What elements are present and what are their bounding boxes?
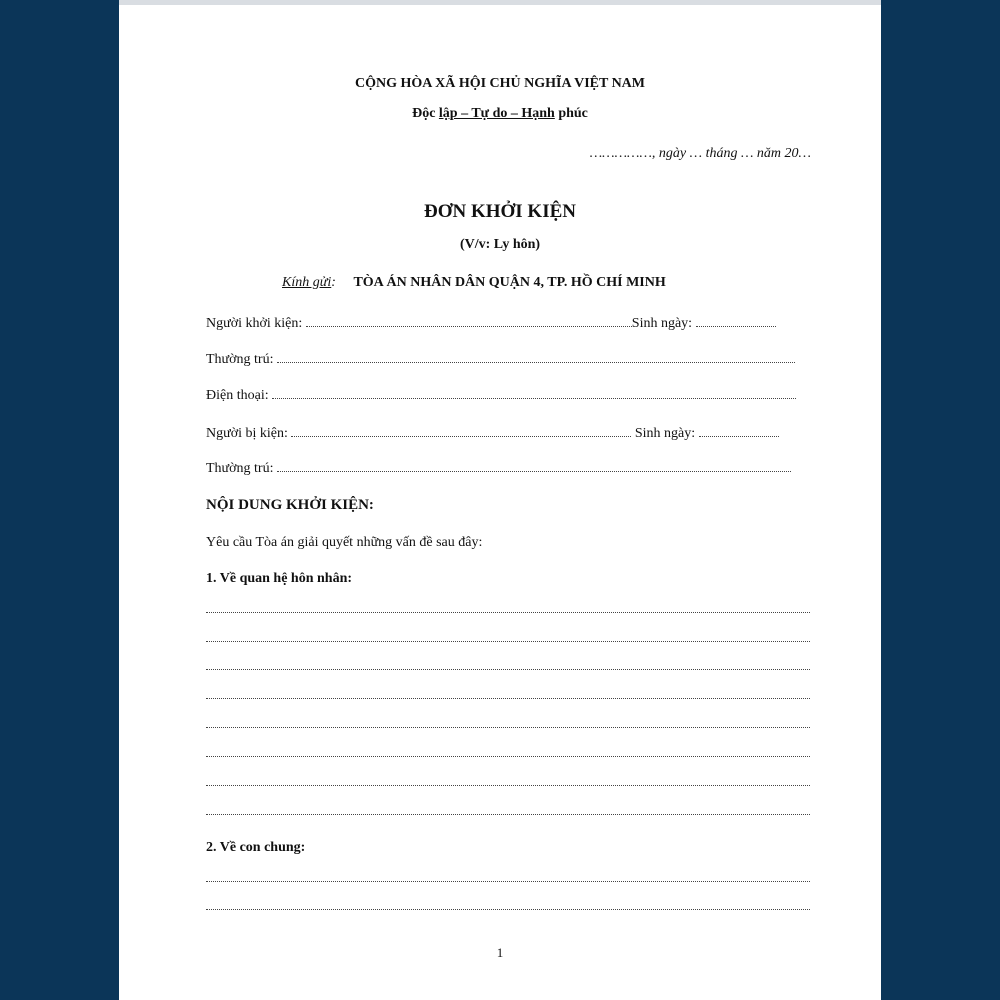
content-heading: NỘI DUNG KHỞI KIỆN: xyxy=(206,497,374,513)
section-2-line[interactable] xyxy=(206,881,810,882)
defendant-dob-field[interactable] xyxy=(699,424,779,437)
recipient-value: TÒA ÁN NHÂN DÂN QUẬN 4, TP. HỒ CHÍ MINH xyxy=(353,275,666,290)
section-2-line[interactable] xyxy=(206,909,810,910)
document-title: ĐƠN KHỞI KIỆN xyxy=(423,201,577,222)
date-line: ……………, ngày … tháng … năm 20… xyxy=(589,146,811,161)
section-2-heading: 2. Về con chung: xyxy=(206,840,306,855)
section-1-line[interactable] xyxy=(206,641,810,642)
plaintiff-row xyxy=(206,314,810,332)
national-header: CỘNG HÒA XÃ HỘI CHỦ NGHĨA VIỆT NAM xyxy=(354,76,645,91)
phone-label: Điện thoại: xyxy=(206,388,273,403)
defendant-label: Người bị kiện: xyxy=(206,426,292,441)
page-number: 1 xyxy=(496,945,504,960)
section-1-line[interactable] xyxy=(206,698,810,699)
recipient-line xyxy=(282,275,666,291)
section-1-line[interactable] xyxy=(206,727,810,728)
plaintiff-residence-row xyxy=(206,350,810,368)
content-intro: Yêu cầu Tòa án giải quyết những vấn đề sau đây: xyxy=(206,535,483,550)
motto-suffix: phúc xyxy=(554,106,588,121)
defendant-row xyxy=(206,424,810,442)
plaintiff-dob-field[interactable] xyxy=(696,314,776,327)
section-1-line[interactable] xyxy=(206,814,810,815)
motto xyxy=(119,106,881,122)
plaintiff-name-field[interactable] xyxy=(306,314,632,327)
defendant-residence-label: Thường trú: xyxy=(206,461,277,476)
defendant-residence-field[interactable] xyxy=(277,459,791,472)
section-1-heading: 1. Về quan hệ hôn nhân: xyxy=(206,571,353,586)
section-1-line[interactable] xyxy=(206,669,810,670)
plaintiff-label: Người khởi kiện: xyxy=(206,316,306,331)
page-top-strip xyxy=(119,0,881,5)
phone-field[interactable] xyxy=(272,386,796,399)
document-page xyxy=(119,0,881,1000)
section-1-line[interactable] xyxy=(206,785,810,786)
phone-row xyxy=(206,386,810,404)
document-subject: (V/v: Ly hôn) xyxy=(459,237,541,252)
defendant-name-field[interactable] xyxy=(291,424,631,437)
section-1-line[interactable] xyxy=(206,612,810,613)
plaintiff-dob-label: Sinh ngày: xyxy=(631,316,696,331)
recipient-label: Kính gửi xyxy=(282,275,332,290)
motto-underlined: lập – Tự do – Hạnh xyxy=(438,106,555,121)
recipient-colon: : xyxy=(331,275,336,290)
plaintiff-residence-field[interactable] xyxy=(277,350,795,363)
defendant-dob-label: Sinh ngày: xyxy=(631,426,699,441)
defendant-residence-row xyxy=(206,459,810,477)
motto-prefix: Độc xyxy=(412,106,439,121)
section-1-line[interactable] xyxy=(206,756,810,757)
plaintiff-residence-label: Thường trú: xyxy=(206,352,277,367)
